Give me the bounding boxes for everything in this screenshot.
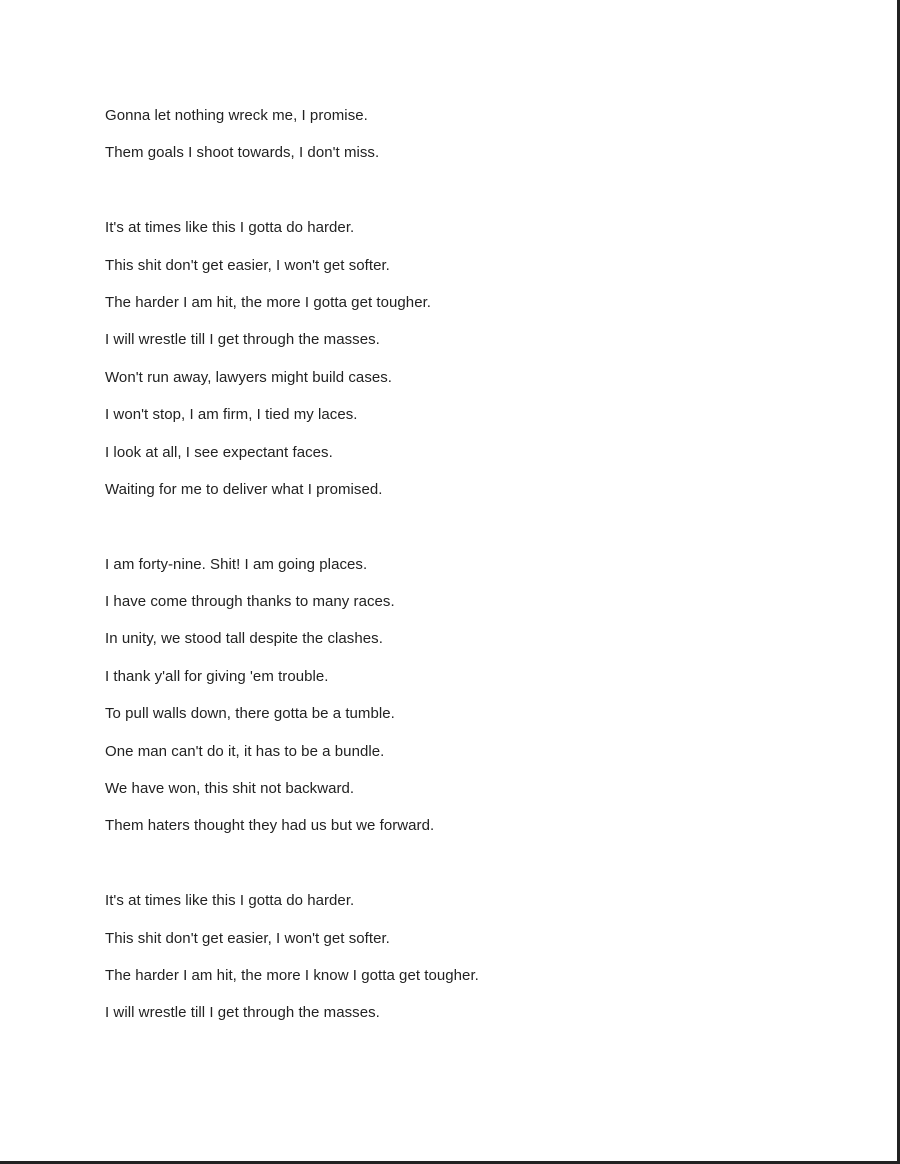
lyric-line: The harder I am hit, the more I gotta get tougher.: [105, 293, 432, 311]
lyric-line: The harder I am hit, the more I know I gotta get tougher.: [105, 966, 479, 984]
lyric-line: It's at times like this I gotta do harder.: [105, 892, 355, 910]
lyric-line: Them goals I shoot towards, I don't miss.: [105, 144, 380, 162]
lyric-line: I have come through thanks to many races.: [105, 593, 395, 611]
stanza: [105, 889, 865, 1039]
lyric-line: This shit don't get easier, I won't get softer.: [105, 256, 390, 274]
lyric-line: We have won, this shit not backward.: [105, 780, 355, 798]
lyric-line: In unity, we stood tall despite the clashes.: [105, 630, 383, 648]
lyric-line: I will wrestle till I get through the masses.: [105, 331, 380, 349]
lyric-line: Gonna let nothing wreck me, I promise.: [105, 107, 368, 124]
stanza: [105, 104, 865, 179]
lyric-line: I am forty-nine. Shit! I am going places.: [105, 555, 368, 573]
stanza: [105, 553, 865, 852]
lyric-line: I look at all, I see expectant faces.: [105, 443, 333, 461]
lyric-line: One man can't do it, it has to be a bundle.: [105, 742, 385, 760]
lyric-line: To pull walls down, there gotta be a tumble.: [105, 705, 395, 723]
lyric-line: Them haters thought they had us but we forward.: [105, 817, 435, 835]
lyric-line: Waiting for me to deliver what I promised.: [105, 480, 383, 498]
lyrics-body: [105, 104, 865, 1039]
lyric-line: It's at times like this I gotta do harder.: [105, 219, 355, 237]
lyric-line: This shit don't get easier, I won't get softer.: [105, 929, 390, 947]
lyric-line: I thank y'all for giving 'em trouble.: [105, 667, 329, 685]
stanza: [105, 216, 865, 515]
lyric-line: I will wrestle till I get through the masses.: [105, 1004, 380, 1022]
lyric-line: I won't stop, I am firm, I tied my laces.: [105, 406, 358, 424]
lyric-line: Won't run away, lawyers might build cases.: [105, 368, 393, 386]
